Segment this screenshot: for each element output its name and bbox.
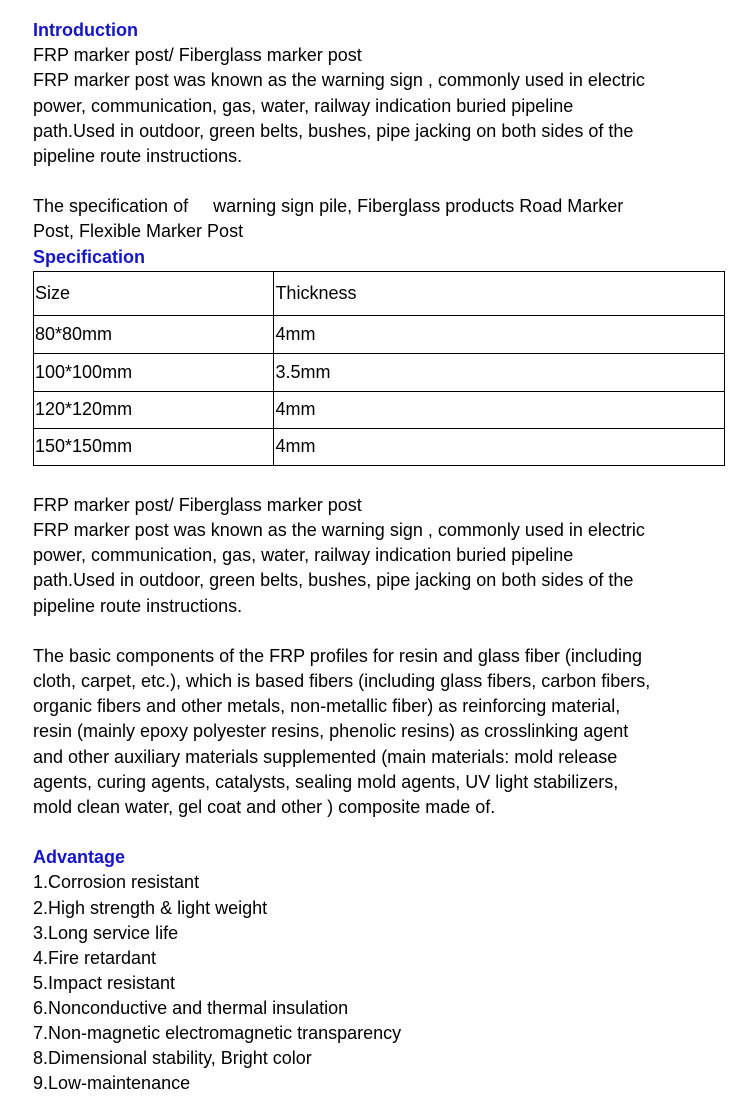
- table-row: [34, 315, 725, 353]
- advantage-list-item: 5.Impact resistant: [33, 972, 176, 993]
- intro-text-line: pipeline route instructions.: [33, 146, 243, 167]
- components-section: [33, 644, 733, 845]
- table-row: [34, 428, 725, 465]
- description-text-line: FRP marker post was known as the warning sign , commonly used in electric: [33, 520, 645, 541]
- components-text-line: agents, curing agents, catalysts, sealing mold agents, UV light stabilizers,: [33, 771, 619, 792]
- thickness-cell: 4mm: [274, 391, 725, 428]
- thickness-cell: 4mm: [274, 315, 725, 353]
- specification-table: [33, 271, 725, 466]
- thickness-cell: 3.5mm: [274, 353, 725, 391]
- description-text-line: pipeline route instructions.: [33, 595, 243, 616]
- paragraph-gap: [33, 619, 733, 644]
- advantage-list-item: 4.Fire retardant: [33, 947, 157, 968]
- size-cell: 150*150mm: [34, 428, 274, 465]
- advantage-list-item: 8.Dimensional stability, Bright color: [33, 1048, 312, 1069]
- advantage-list-item: 3.Long service life: [33, 922, 179, 943]
- column-header-thickness: Thickness: [274, 271, 725, 315]
- advantage-list-item: 7.Non-magnetic electromagnetic transparency: [33, 1023, 402, 1044]
- advantage-list-item: 6.Nonconductive and thermal insulation: [33, 997, 349, 1018]
- intro-text-line: power, communication, gas, water, railway indication buried pipeline: [33, 95, 574, 116]
- table-row: [34, 391, 725, 428]
- table-row: [34, 353, 725, 391]
- components-text-line: resin (mainly epoxy polyester resins, phenolic resins) as crosslinking agent: [33, 721, 629, 742]
- advantage-heading: Advantage: [33, 847, 126, 868]
- intro-text-line: path.Used in outdoor, green belts, bushes, pipe jacking on both sides of the: [33, 120, 634, 141]
- introduction-heading: Introduction: [33, 20, 138, 40]
- description-text-line: power, communication, gas, water, railway indication buried pipeline: [33, 545, 574, 566]
- advantage-list-item: 9.Low-maintenance: [33, 1073, 191, 1094]
- description-section: [33, 493, 733, 644]
- components-text-line: The basic components of the FRP profiles for resin and glass fiber (including: [33, 645, 642, 666]
- size-cell: 120*120mm: [34, 391, 274, 428]
- components-text-line: and other auxiliary materials supplemented (main materials: mold release: [33, 746, 618, 767]
- components-text-line: cloth, carpet, etc.), which is based fibers (including glass fibers, carbon fibers,: [33, 671, 651, 692]
- specification-heading: Specification: [33, 246, 146, 267]
- paragraph-gap: [33, 820, 733, 845]
- description-title-line: FRP marker post/ Fiberglass marker post: [33, 494, 362, 515]
- spec-intro-line: The specification of warning sign pile, Fiberglass products Road Marker: [33, 196, 624, 217]
- size-cell: 100*100mm: [34, 353, 274, 391]
- intro-title-line: FRP marker post/ Fiberglass marker post: [33, 45, 362, 66]
- specification-section: [33, 245, 733, 466]
- components-text-line: organic fibers and other metals, non-metallic fiber) as reinforcing material,: [33, 696, 621, 717]
- components-text-line: mold clean water, gel coat and other ) composite made of.: [33, 797, 496, 818]
- thickness-cell: 4mm: [274, 428, 725, 465]
- document-page: [33, 18, 733, 1096]
- advantage-list-item: 2.High strength & light weight: [33, 897, 268, 918]
- spec-intro-line: Post, Flexible Marker Post: [33, 221, 244, 242]
- table-header-row: [34, 271, 725, 315]
- intro-text-line: FRP marker post was known as the warning sign , commonly used in electric: [33, 70, 645, 91]
- paragraph-gap: [33, 169, 733, 194]
- description-text-line: path.Used in outdoor, green belts, bushes, pipe jacking on both sides of the: [33, 570, 634, 591]
- size-cell: 80*80mm: [34, 315, 274, 353]
- column-header-size: Size: [34, 271, 274, 315]
- advantage-section: [33, 845, 733, 1096]
- introduction-section: [33, 18, 733, 245]
- advantage-list-item: 1.Corrosion resistant: [33, 872, 200, 893]
